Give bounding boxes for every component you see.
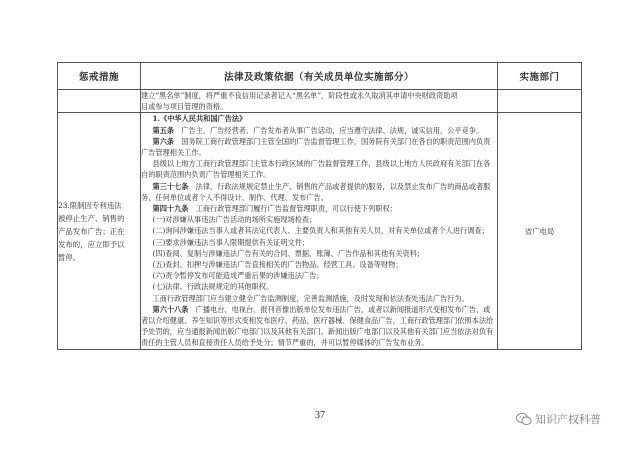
prev-law-cell	[141, 90, 498, 113]
law-paragraph-text: 县级以上地方工商行政管理部门主管本行政区域的广告监督管理工作，县级以上地方人民政府有关部门在各自的职责范围内负责广告管理相关工作。	[141, 159, 491, 180]
article-number: 第六十八条	[152, 304, 189, 314]
law-paragraph-text: (三)要求涉嫌违法当事人限期提供有关证明文件；	[152, 237, 310, 247]
prev-law-line: 建立“黑名单”制度，将严重不良信用记录者记入“黑名单”，阶段性或永久取消其申请中央财政资助项	[141, 91, 458, 100]
law-paragraph	[141, 281, 497, 292]
regulation-table	[57, 62, 582, 350]
law-paragraph	[141, 304, 497, 349]
header-measure: 惩戒措施	[58, 63, 141, 90]
header-law: 法律及政策依据（有关成员单位实施部分）	[141, 63, 498, 90]
measure-line: 产品发布广告；正在	[58, 226, 125, 236]
wechat-icon	[516, 412, 532, 426]
law-paragraph	[141, 214, 497, 225]
measure-cell	[58, 113, 141, 349]
law-paragraph	[141, 248, 497, 259]
measure-line: 发布的，应立即予以	[58, 239, 125, 249]
law-paragraph	[141, 136, 497, 158]
article-number: 第五条	[152, 125, 175, 135]
law-paragraphs	[141, 125, 497, 349]
law-paragraph	[141, 181, 497, 203]
law-paragraph-text: (一)对涉嫌从事违法广告活动的场所实施现场检查；	[152, 215, 317, 225]
table-row-continued	[58, 90, 582, 113]
law-paragraph-text: 法律、行政法规规定禁止生产、销售的产品或者提供的服务，以及禁止发布广告的商品或者服务，任何单位或者个人不得设计、制作、代理、发布广告。	[141, 181, 491, 202]
watermark-text: 知识产权科普	[535, 413, 601, 426]
law-paragraph-text: 国务院工商行政管理部门主管全国的广告监督管理工作，国务院有关部门在各自的职责范围内负责广告管理相关工作。	[141, 136, 491, 158]
article-number: 第三十七条	[152, 181, 189, 191]
law-paragraph	[141, 225, 497, 236]
law-paragraph-text: 工商行政管理部门应当建立健全广告监测制度，完善监测措施，及时发现和依法查处违法广告行为。	[152, 293, 469, 303]
law-paragraph	[141, 158, 497, 180]
law-paragraph-text: 广告主、广告经营者、广告发布者从事广告活动，应当遵守法律、法规，诚实信用，公平竞争。	[174, 125, 484, 135]
law-paragraph-text: (二)询问涉嫌违法当事人或者其法定代表人、主要负责人和其他有关人员，对有关单位或者个人进行调查；	[152, 226, 489, 236]
prev-law-line: 目或参与项目管理的资格。	[141, 102, 228, 112]
page-number: 37	[315, 410, 325, 421]
law-paragraph-text: 工商行政管理部门履行广告监督管理职责，可以行使下列职权：	[188, 204, 397, 214]
dept-cell: 省广电局	[498, 113, 582, 349]
law-paragraph-text: (六)责令暂停发布可能造成严重后果的涉嫌违法广告；	[152, 271, 324, 281]
law-paragraph-text: (七)法律、行政法规规定的其他职权。	[152, 282, 274, 292]
table-header-row	[58, 63, 582, 90]
law-paragraph	[141, 203, 497, 214]
law-paragraph-text: (五)查封、扣押与涉嫌违法广告直接相关的广告物品、经营工具、设备等财物；	[152, 260, 403, 270]
law-paragraph-text: 广播电台、电视台、报刊音像出版单位发布违法广告，或者以新闻报道形式变相发布广告，或者以介绍健康、养生知识等形式变相发布医疗、药品、医疗器械、保健食品广告，工商行政管理部门依照本法给予处罚的，应当通报新闻出版广电部门以及其他有关部门。新闻出版广电部门以及其他有关部门应当依法对负有责任的主管人员和直接责任人员给予处分；情节严重的，并可以暂停媒体的广告发布业务。	[141, 304, 494, 348]
law-title: 1.《中华人民共和国广告法》	[152, 114, 247, 124]
law-paragraph	[141, 237, 497, 248]
table-row	[58, 113, 582, 349]
article-number: 第六条	[152, 136, 175, 146]
header-dept: 实施部门	[498, 63, 582, 90]
article-number: 第四十九条	[152, 204, 189, 214]
law-paragraph	[141, 293, 497, 304]
measure-line: 23.限制因专利违法	[58, 200, 122, 210]
law-cell	[141, 113, 498, 349]
law-paragraph-text: (四)查阅、复制与涉嫌违法广告有关的合同、票据、账簿、广告作品和其他有关资料；	[152, 248, 425, 258]
prev-dept-cell	[498, 90, 582, 113]
law-paragraph	[141, 125, 497, 136]
measure-line: 被停止生产、销售的	[58, 213, 125, 223]
prev-measure-cell	[58, 90, 141, 113]
measure-line: 暂停。	[58, 252, 81, 262]
law-paragraph	[141, 270, 497, 281]
watermark	[516, 411, 601, 427]
law-paragraph	[141, 259, 497, 270]
